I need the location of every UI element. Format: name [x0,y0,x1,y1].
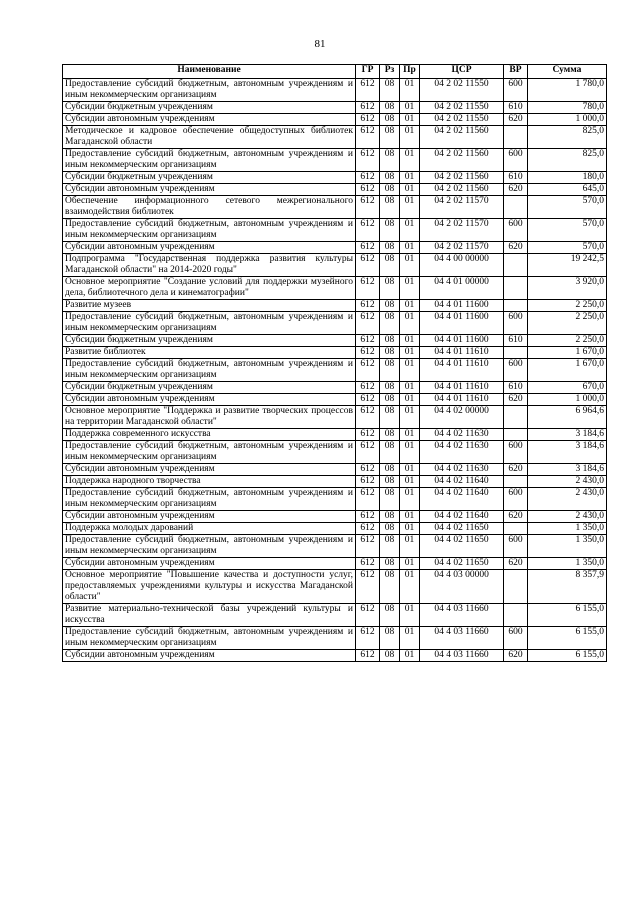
cell-csr: 04 4 02 11630 [420,429,504,441]
cell-name: Развитие материально-технической базы учреждений культуры и искусства [63,604,356,627]
cell-csr: 04 4 01 11610 [420,359,504,382]
table-body [63,79,607,662]
cell-rz: 08 [380,406,400,429]
cell-sum: 670,0 [528,382,607,394]
cell-vr [504,126,528,149]
cell-name: Предоставление субсидий бюджетным, автономным учреждениям и иным некоммерческим организациям [63,149,356,172]
cell-pr: 01 [400,172,420,184]
cell-gr: 612 [356,172,380,184]
cell-csr: 04 4 03 00000 [420,570,504,604]
cell-pr: 01 [400,627,420,650]
cell-sum: 825,0 [528,149,607,172]
cell-sum: 2 430,0 [528,511,607,523]
cell-name: Поддержка современного искусства [63,429,356,441]
cell-csr: 04 4 02 11630 [420,441,504,464]
cell-name: Развитие библиотек [63,347,356,359]
cell-vr [504,604,528,627]
cell-sum: 3 184,6 [528,464,607,476]
cell-sum: 8 357,9 [528,570,607,604]
table-row [63,242,607,254]
cell-sum: 2 250,0 [528,312,607,335]
cell-name: Методическое и кадровое обеспечение общедоступных библиотек Магаданской области [63,126,356,149]
cell-sum: 570,0 [528,242,607,254]
cell-vr: 620 [504,184,528,196]
cell-rz: 08 [380,359,400,382]
cell-vr: 600 [504,312,528,335]
cell-gr: 612 [356,184,380,196]
cell-pr: 01 [400,126,420,149]
cell-rz: 08 [380,335,400,347]
cell-pr: 01 [400,114,420,126]
cell-name: Основное мероприятие "Создание условий для поддержки музейного дела, библиотечного дела и кинематографии" [63,277,356,300]
cell-sum: 2 430,0 [528,488,607,511]
cell-pr: 01 [400,242,420,254]
cell-gr: 612 [356,441,380,464]
cell-csr: 04 2 02 11550 [420,114,504,126]
cell-vr: 610 [504,172,528,184]
cell-name: Предоставление субсидий бюджетным, автономным учреждениям и иным некоммерческим организациям [63,627,356,650]
header-sum: Сумма [528,65,607,79]
cell-vr [504,523,528,535]
cell-gr: 612 [356,277,380,300]
cell-name: Предоставление субсидий бюджетным, автономным учреждениям и иным некоммерческим организациям [63,488,356,511]
cell-vr: 600 [504,488,528,511]
table-row [63,394,607,406]
cell-gr: 612 [356,464,380,476]
cell-rz: 08 [380,277,400,300]
table-row [63,535,607,558]
cell-vr: 600 [504,149,528,172]
cell-vr: 610 [504,102,528,114]
cell-csr: 04 4 00 00000 [420,254,504,277]
cell-sum: 1 350,0 [528,523,607,535]
cell-csr: 04 4 02 11640 [420,511,504,523]
cell-vr [504,277,528,300]
cell-gr: 612 [356,114,380,126]
cell-rz: 08 [380,126,400,149]
cell-vr: 600 [504,441,528,464]
cell-name: Предоставление субсидий бюджетным, автономным учреждениям и иным некоммерческим организациям [63,219,356,242]
table-row [63,382,607,394]
cell-sum: 1 000,0 [528,114,607,126]
cell-name: Субсидии бюджетным учреждениям [63,335,356,347]
cell-csr: 04 2 02 11570 [420,219,504,242]
header-name: Наименование [63,65,356,79]
cell-rz: 08 [380,184,400,196]
cell-pr: 01 [400,441,420,464]
cell-rz: 08 [380,102,400,114]
cell-csr: 04 4 03 11660 [420,650,504,662]
cell-rz: 08 [380,300,400,312]
cell-name: Субсидии автономным учреждениям [63,558,356,570]
cell-sum: 570,0 [528,219,607,242]
cell-csr: 04 2 02 11560 [420,184,504,196]
cell-name: Предоставление субсидий бюджетным, автономным учреждениям и иным некоммерческим организациям [63,359,356,382]
cell-vr [504,254,528,277]
cell-name: Субсидии автономным учреждениям [63,650,356,662]
cell-gr: 612 [356,79,380,102]
cell-csr: 04 2 02 11550 [420,79,504,102]
cell-name: Субсидии автономным учреждениям [63,184,356,196]
cell-csr: 04 4 01 11600 [420,335,504,347]
cell-gr: 612 [356,604,380,627]
cell-name: Субсидии бюджетным учреждениям [63,382,356,394]
cell-rz: 08 [380,172,400,184]
cell-gr: 612 [356,300,380,312]
cell-rz: 08 [380,429,400,441]
table-header [63,65,607,79]
cell-pr: 01 [400,382,420,394]
cell-sum: 1 780,0 [528,79,607,102]
cell-sum: 3 184,6 [528,441,607,464]
cell-sum: 570,0 [528,196,607,219]
cell-vr: 620 [504,558,528,570]
table-row [63,347,607,359]
table-row [63,149,607,172]
cell-gr: 612 [356,523,380,535]
cell-name: Предоставление субсидий бюджетным, автономным учреждениям и иным некоммерческим организациям [63,312,356,335]
cell-rz: 08 [380,558,400,570]
cell-name: Поддержка народного творчества [63,476,356,488]
cell-gr: 612 [356,312,380,335]
cell-sum: 1 000,0 [528,394,607,406]
cell-sum: 1 350,0 [528,535,607,558]
cell-pr: 01 [400,196,420,219]
cell-rz: 08 [380,382,400,394]
cell-vr: 600 [504,79,528,102]
cell-rz: 08 [380,488,400,511]
table-row [63,254,607,277]
cell-rz: 08 [380,196,400,219]
cell-pr: 01 [400,511,420,523]
cell-csr: 04 4 02 11630 [420,464,504,476]
cell-sum: 780,0 [528,102,607,114]
cell-pr: 01 [400,312,420,335]
cell-pr: 01 [400,650,420,662]
cell-vr: 600 [504,535,528,558]
cell-rz: 08 [380,476,400,488]
cell-rz: 08 [380,347,400,359]
cell-sum: 6 155,0 [528,650,607,662]
cell-name: Предоставление субсидий бюджетным, автономным учреждениям и иным некоммерческим организациям [63,441,356,464]
cell-gr: 612 [356,627,380,650]
table-row [63,464,607,476]
table-row [63,126,607,149]
table-row [63,441,607,464]
table-row [63,429,607,441]
cell-csr: 04 4 01 00000 [420,277,504,300]
header-vr: ВР [504,65,528,79]
cell-name: Субсидии автономным учреждениям [63,464,356,476]
cell-sum: 825,0 [528,126,607,149]
cell-sum: 2 250,0 [528,300,607,312]
cell-vr: 600 [504,219,528,242]
table-row [63,312,607,335]
cell-name: Основное мероприятие "Повышение качества и доступности услуг, предоставляемых учреждениями культуры и искусства Магаданской области" [63,570,356,604]
cell-vr: 620 [504,511,528,523]
cell-name: Субсидии автономным учреждениям [63,114,356,126]
cell-rz: 08 [380,312,400,335]
cell-pr: 01 [400,476,420,488]
cell-gr: 612 [356,535,380,558]
cell-rz: 08 [380,570,400,604]
cell-rz: 08 [380,394,400,406]
cell-csr: 04 4 01 11610 [420,382,504,394]
table-row [63,102,607,114]
cell-csr: 04 2 02 11550 [420,102,504,114]
cell-sum: 645,0 [528,184,607,196]
cell-csr: 04 4 02 11640 [420,488,504,511]
cell-pr: 01 [400,535,420,558]
cell-csr: 04 4 03 11660 [420,627,504,650]
table-row [63,335,607,347]
cell-vr [504,406,528,429]
cell-csr: 04 4 01 11610 [420,347,504,359]
cell-rz: 08 [380,441,400,464]
cell-rz: 08 [380,604,400,627]
cell-csr: 04 4 02 11650 [420,523,504,535]
cell-pr: 01 [400,184,420,196]
cell-pr: 01 [400,102,420,114]
cell-pr: 01 [400,347,420,359]
cell-csr: 04 4 02 00000 [420,406,504,429]
cell-name: Основное мероприятие "Поддержка и развитие творческих процессов на территории Магаданской области" [63,406,356,429]
cell-gr: 612 [356,488,380,511]
cell-csr: 04 4 02 11640 [420,476,504,488]
cell-sum: 2 430,0 [528,476,607,488]
table-row [63,627,607,650]
cell-vr: 620 [504,242,528,254]
cell-sum: 3 184,6 [528,429,607,441]
cell-name: Предоставление субсидий бюджетным, автономным учреждениям и иным некоммерческим организациям [63,79,356,102]
cell-rz: 08 [380,219,400,242]
cell-pr: 01 [400,394,420,406]
header-csr: ЦСР [420,65,504,79]
table-row [63,172,607,184]
cell-name: Субсидии бюджетным учреждениям [63,102,356,114]
cell-vr: 610 [504,335,528,347]
cell-name: Субсидии бюджетным учреждениям [63,172,356,184]
cell-vr: 620 [504,394,528,406]
cell-gr: 612 [356,394,380,406]
cell-gr: 612 [356,242,380,254]
table-row [63,570,607,604]
cell-pr: 01 [400,406,420,429]
cell-gr: 612 [356,102,380,114]
table-row [63,488,607,511]
cell-pr: 01 [400,219,420,242]
cell-sum: 6 964,6 [528,406,607,429]
budget-table [62,64,607,662]
cell-sum: 2 250,0 [528,335,607,347]
cell-pr: 01 [400,523,420,535]
cell-vr: 620 [504,114,528,126]
cell-rz: 08 [380,523,400,535]
table-row [63,79,607,102]
header-rz: Рз [380,65,400,79]
table-row [63,558,607,570]
cell-sum: 6 155,0 [528,627,607,650]
table-row [63,300,607,312]
cell-pr: 01 [400,300,420,312]
cell-name: Предоставление субсидий бюджетным, автономным учреждениям и иным некоммерческим организациям [63,535,356,558]
cell-gr: 612 [356,511,380,523]
cell-gr: 612 [356,570,380,604]
cell-sum: 3 920,0 [528,277,607,300]
header-pr: Пр [400,65,420,79]
cell-pr: 01 [400,570,420,604]
cell-csr: 04 2 02 11560 [420,172,504,184]
cell-gr: 612 [356,254,380,277]
cell-rz: 08 [380,254,400,277]
cell-pr: 01 [400,254,420,277]
cell-vr: 610 [504,382,528,394]
cell-gr: 612 [356,429,380,441]
cell-rz: 08 [380,535,400,558]
cell-name: Поддержка молодых дарований [63,523,356,535]
cell-rz: 08 [380,464,400,476]
table-row [63,277,607,300]
cell-sum: 1 670,0 [528,359,607,382]
cell-gr: 612 [356,382,380,394]
header-row [63,65,607,79]
page-number: 81 [314,38,326,50]
cell-name: Развитие музеев [63,300,356,312]
cell-name: Подпрограмма "Государственная поддержка развития культуры Магаданской области" на 2014-2020 годы" [63,254,356,277]
cell-vr [504,476,528,488]
cell-csr: 04 4 01 11600 [420,312,504,335]
cell-pr: 01 [400,558,420,570]
cell-pr: 01 [400,604,420,627]
cell-csr: 04 2 02 11560 [420,126,504,149]
cell-pr: 01 [400,488,420,511]
table-row [63,196,607,219]
cell-gr: 612 [356,196,380,219]
cell-rz: 08 [380,627,400,650]
cell-pr: 01 [400,335,420,347]
cell-rz: 08 [380,242,400,254]
cell-vr [504,196,528,219]
cell-rz: 08 [380,79,400,102]
cell-vr: 600 [504,627,528,650]
table-row [63,476,607,488]
cell-rz: 08 [380,114,400,126]
cell-sum: 1 350,0 [528,558,607,570]
cell-gr: 612 [356,126,380,149]
table-row [63,650,607,662]
cell-gr: 612 [356,406,380,429]
cell-vr: 600 [504,359,528,382]
cell-gr: 612 [356,347,380,359]
cell-gr: 612 [356,558,380,570]
table-row [63,406,607,429]
cell-pr: 01 [400,149,420,172]
table-row [63,604,607,627]
cell-name: Обеспечение информационного сетевого межрегионального взаимодействия библиотек [63,196,356,219]
cell-rz: 08 [380,511,400,523]
table-row [63,114,607,126]
cell-vr [504,300,528,312]
cell-rz: 08 [380,650,400,662]
cell-pr: 01 [400,79,420,102]
cell-rz: 08 [380,149,400,172]
cell-vr [504,347,528,359]
cell-csr: 04 2 02 11570 [420,196,504,219]
cell-csr: 04 4 01 11600 [420,300,504,312]
table-row [63,219,607,242]
table-row [63,523,607,535]
cell-pr: 01 [400,359,420,382]
cell-gr: 612 [356,149,380,172]
cell-pr: 01 [400,464,420,476]
cell-name: Субсидии автономным учреждениям [63,242,356,254]
table-row [63,359,607,382]
cell-csr: 04 2 02 11560 [420,149,504,172]
cell-sum: 180,0 [528,172,607,184]
header-gr: ГР [356,65,380,79]
cell-sum: 6 155,0 [528,604,607,627]
cell-pr: 01 [400,277,420,300]
cell-gr: 612 [356,335,380,347]
cell-sum: 1 670,0 [528,347,607,359]
cell-vr [504,570,528,604]
cell-vr: 620 [504,650,528,662]
cell-name: Субсидии автономным учреждениям [63,511,356,523]
table-row [63,184,607,196]
cell-csr: 04 4 01 11610 [420,394,504,406]
cell-csr: 04 2 02 11570 [420,242,504,254]
cell-gr: 612 [356,476,380,488]
cell-sum: 19 242,5 [528,254,607,277]
cell-name: Субсидии автономным учреждениям [63,394,356,406]
cell-gr: 612 [356,650,380,662]
table-row [63,511,607,523]
cell-gr: 612 [356,219,380,242]
cell-vr: 620 [504,464,528,476]
cell-csr: 04 4 03 11660 [420,604,504,627]
cell-csr: 04 4 02 11650 [420,558,504,570]
cell-pr: 01 [400,429,420,441]
cell-csr: 04 4 02 11650 [420,535,504,558]
cell-gr: 612 [356,359,380,382]
cell-vr [504,429,528,441]
